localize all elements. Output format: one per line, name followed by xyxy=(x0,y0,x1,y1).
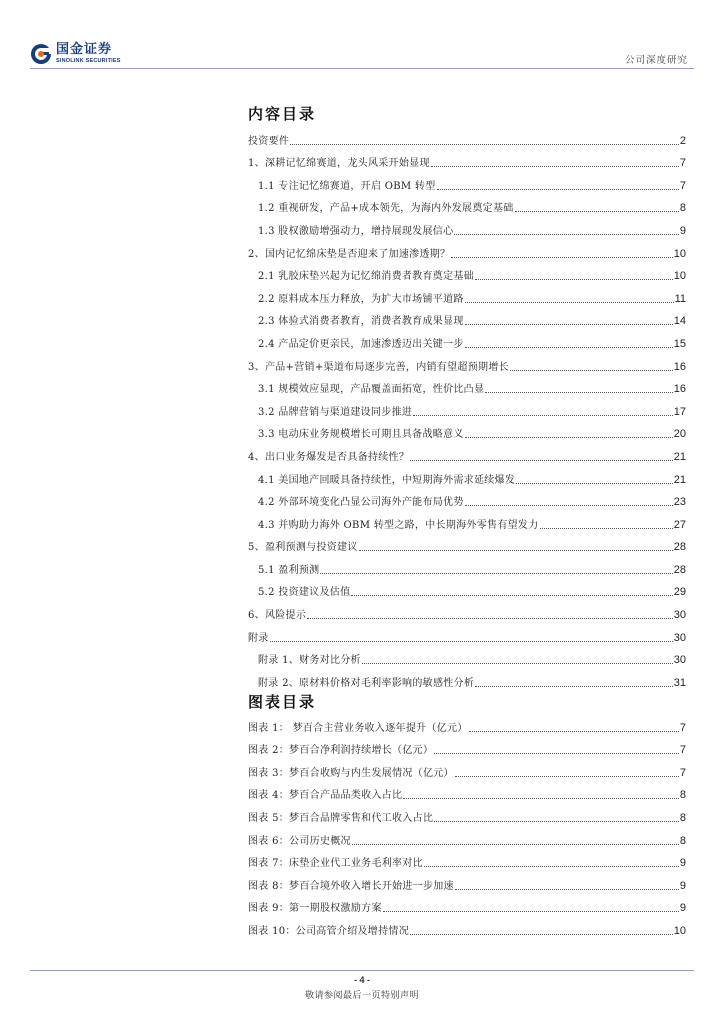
figure-entry-text: 图表 10：公司高管介绍及增持情况 xyxy=(248,925,410,937)
toc-entry[interactable] xyxy=(248,531,686,554)
figures-title: 图表目录 xyxy=(248,693,317,711)
figure-entry[interactable] xyxy=(248,711,686,734)
figure-entry-text: 图表 2：梦百合净利润持续增长（亿元） xyxy=(248,745,434,757)
toc-entry[interactable] xyxy=(248,327,686,350)
figure-entry-page: 7 xyxy=(679,766,686,779)
figure-entry-text: 图表 6：公司历史概况 xyxy=(248,835,351,847)
dot-leader xyxy=(455,775,679,777)
dot-leader xyxy=(437,188,679,190)
dot-leader xyxy=(434,820,679,822)
figure-entry-page: 8 xyxy=(679,811,686,824)
toc-entry-page: 21 xyxy=(673,473,686,486)
toc-entry-text: 3.2 品牌营销与渠道建设同步推进 xyxy=(258,406,413,418)
dot-leader xyxy=(410,459,673,461)
toc-entry-page: 31 xyxy=(673,676,686,689)
toc-entry-page: 10 xyxy=(673,270,686,283)
toc-entry[interactable] xyxy=(248,373,686,396)
toc-entry-text: 投资要件 xyxy=(248,135,290,147)
toc-entry[interactable] xyxy=(248,486,686,509)
dot-leader xyxy=(320,572,672,574)
figure-entry[interactable] xyxy=(248,869,686,892)
dot-leader xyxy=(469,730,679,732)
figure-entry-text: 图表 7：床垫企业代工业务毛利率对比 xyxy=(248,858,423,870)
toc-entry[interactable] xyxy=(248,440,686,463)
figures-list xyxy=(248,711,686,937)
toc-entry-page: 30 xyxy=(673,609,686,622)
figure-entry[interactable] xyxy=(248,914,686,937)
dot-leader xyxy=(383,910,679,912)
toc-entry[interactable] xyxy=(248,418,686,441)
dot-leader xyxy=(465,504,673,506)
dot-leader xyxy=(410,933,673,935)
figure-entry-text: 图表 1： 梦百合主营业务收入逐年提升（亿元） xyxy=(248,722,468,734)
toc-entry-text: 4、出口业务爆发是否具备持续性？ xyxy=(248,451,410,463)
toc-entry-text: 附录 1、财务对比分析 xyxy=(258,655,361,667)
toc-entry-page: 27 xyxy=(673,518,686,531)
dot-leader xyxy=(431,165,679,167)
figure-entry[interactable] xyxy=(248,779,686,802)
figure-entry[interactable] xyxy=(248,801,686,824)
dot-leader xyxy=(515,210,679,212)
toc-entry-page: 11 xyxy=(674,292,686,305)
dot-leader xyxy=(540,527,673,529)
toc-entry-text: 1.2 重视研发，产品+成本领先，为海内外发展奠定基础 xyxy=(258,203,514,215)
toc-entry-page: 7 xyxy=(679,179,686,192)
toc-entry[interactable] xyxy=(248,147,686,170)
figure-entry[interactable] xyxy=(248,892,686,915)
dot-leader xyxy=(465,346,673,348)
toc-entry-page: 17 xyxy=(673,405,686,418)
toc-entry-text: 2.2 原料成本压力释放，为扩大市场铺平道路 xyxy=(258,293,464,305)
dot-leader xyxy=(475,685,673,687)
dot-leader xyxy=(307,617,673,619)
report-type: 公司深度研究 xyxy=(624,55,688,66)
toc-entry-page: 2 xyxy=(679,134,686,147)
toc-entry[interactable] xyxy=(248,644,686,667)
dot-leader xyxy=(403,797,679,799)
dot-leader xyxy=(510,369,673,371)
toc-entry-text: 4.3 并购助力海外 OBM 转型之路，中长期海外零售有望发力 xyxy=(258,519,539,531)
figure-entry[interactable] xyxy=(248,756,686,779)
toc-entry-text: 1、深耕记忆绵赛道，龙头风采开始显现 xyxy=(248,158,430,170)
dot-leader xyxy=(362,662,673,664)
toc-entry-page: 30 xyxy=(673,631,686,644)
dot-leader xyxy=(270,640,673,642)
figure-entry-page: 9 xyxy=(679,902,686,915)
toc-entry[interactable] xyxy=(248,576,686,599)
dot-leader xyxy=(465,436,673,438)
toc-entry-page: 16 xyxy=(673,360,686,373)
toc-entry-page: 16 xyxy=(673,383,686,396)
toc-entry[interactable] xyxy=(248,214,686,237)
toc-entry-page: 21 xyxy=(673,450,686,463)
dot-leader xyxy=(451,256,672,258)
toc-entry-page: 15 xyxy=(673,337,686,350)
toc-entry[interactable] xyxy=(248,553,686,576)
toc-entry-page: 9 xyxy=(679,224,686,237)
figure-entry-page: 7 xyxy=(679,744,686,757)
toc-entry-page: 23 xyxy=(673,496,686,509)
dot-leader xyxy=(465,301,674,303)
dot-leader xyxy=(434,752,679,754)
dot-leader xyxy=(516,482,673,484)
dot-leader xyxy=(454,233,678,235)
figure-entry[interactable] xyxy=(248,824,686,847)
figure-entry-page: 9 xyxy=(679,879,686,892)
toc-entry-text: 附录 2、原材料价格对毛利率影响的敏感性分析 xyxy=(258,677,475,689)
toc-entry-page: 28 xyxy=(673,563,686,576)
toc-entry[interactable] xyxy=(248,260,686,283)
dot-leader xyxy=(413,414,673,416)
toc-entry-page: 7 xyxy=(679,157,686,170)
toc-entry-text: 4.2 外部环境变化凸显公司海外产能布局优势 xyxy=(258,497,464,509)
toc-entry-page: 10 xyxy=(673,247,686,260)
toc-entry[interactable] xyxy=(248,463,686,486)
toc-entry-text: 3.1 规模效应显现，产品覆盖面拓宽，性价比凸显 xyxy=(258,384,485,396)
dot-leader xyxy=(465,323,673,325)
page-number: - 4 - xyxy=(353,975,370,985)
figure-entry-page: 7 xyxy=(679,721,686,734)
toc-entry-text: 5、盈利预测与投资建议 xyxy=(248,542,358,554)
toc-entry-page: 14 xyxy=(673,315,686,328)
figure-entry-page: 8 xyxy=(679,789,686,802)
toc-entry-page: 29 xyxy=(673,586,686,599)
toc-entry-text: 5.1 盈利预测 xyxy=(258,564,320,576)
toc-entry-text: 3.3 电动床业务规模增长可期且具备战略意义 xyxy=(258,429,464,441)
toc-entry-text: 3、产品+营销+渠道布局逐步完善，内销有望超预期增长 xyxy=(248,361,509,373)
figure-entry-text: 图表 8：梦百合境外收入增长开始进一步加速 xyxy=(248,880,454,892)
toc-entry[interactable] xyxy=(248,124,686,147)
figure-entry[interactable] xyxy=(248,847,686,870)
toc-entry[interactable] xyxy=(248,192,686,215)
figure-entry-text: 图表 9：第一期股权激励方案 xyxy=(248,903,382,915)
toc-entry[interactable] xyxy=(248,350,686,373)
figure-entry-page: 10 xyxy=(673,924,686,937)
toc-entry-text: 1.3 股权激励增强动力，增持展现发展信心 xyxy=(258,225,454,237)
toc-entry[interactable] xyxy=(248,282,686,305)
figure-entry-text: 图表 4：梦百合产品品类收入占比 xyxy=(248,790,403,802)
dot-leader xyxy=(424,865,679,867)
figure-entry-text: 图表 3：梦百合收购与内生发展情况（亿元） xyxy=(248,767,454,779)
footer-divider xyxy=(30,970,694,971)
figure-entry-page: 8 xyxy=(679,834,686,847)
company-logo xyxy=(30,43,121,65)
toc-entry-text: 2.1 乳胶床垫兴起为记忆绵消费者教育奠定基础 xyxy=(258,271,474,283)
dot-leader xyxy=(352,843,679,845)
toc-entry-page: 20 xyxy=(673,428,686,441)
toc-entry-text: 5.2 投资建议及估值 xyxy=(258,587,351,599)
figure-entry-text: 图表 5：梦百合品牌零售和代工收入占比 xyxy=(248,812,434,824)
sinolink-logo-icon xyxy=(30,43,52,65)
toc-entry-text: 2.4 产品定价更亲民，加速渗透迈出关键一步 xyxy=(258,338,464,350)
toc-entry-text: 2、国内记忆绵床垫是否迎来了加速渗透期？ xyxy=(248,248,451,260)
dot-leader xyxy=(475,278,673,280)
figure-entry[interactable] xyxy=(248,734,686,757)
toc-entry[interactable] xyxy=(248,237,686,260)
toc-entry-page: 8 xyxy=(679,202,686,215)
toc-entry[interactable] xyxy=(248,395,686,418)
toc-entry-page: 28 xyxy=(673,541,686,554)
toc-entry-text: 6、风险提示 xyxy=(248,610,307,622)
dot-leader xyxy=(455,888,679,890)
toc-entry[interactable] xyxy=(248,169,686,192)
logo-chinese-name: 国金证券 xyxy=(56,42,113,57)
logo-english-name: SINOLINK SECURITIES xyxy=(56,58,121,64)
dot-leader xyxy=(485,391,672,393)
toc-entry-text: 1.1 专注记忆绵赛道，开启 OBM 转型 xyxy=(258,180,436,192)
page-header xyxy=(0,0,724,75)
toc-title: 内容目录 xyxy=(248,105,317,123)
toc-entry-page: 30 xyxy=(673,654,686,667)
header-divider xyxy=(30,68,694,69)
toc-entry[interactable] xyxy=(248,621,686,644)
toc-entry[interactable] xyxy=(248,508,686,531)
toc-entry[interactable] xyxy=(248,305,686,328)
toc-entry-text: 附录 xyxy=(248,632,269,644)
dot-leader xyxy=(290,143,679,145)
toc-entry-text: 4.1 美国地产回暖具备持续性，中短期海外需求延续爆发 xyxy=(258,474,516,486)
toc-entry[interactable] xyxy=(248,666,686,689)
toc-entry-text: 2.3 体验式消费者教育，消费者教育成果显现 xyxy=(258,316,464,328)
toc-list xyxy=(248,124,686,689)
toc-entry[interactable] xyxy=(248,598,686,621)
figure-entry-page: 9 xyxy=(679,857,686,870)
dot-leader xyxy=(359,549,673,551)
dot-leader xyxy=(351,594,672,596)
footer-disclaimer: 敬请参阅最后一页特别声明 xyxy=(304,991,419,1001)
